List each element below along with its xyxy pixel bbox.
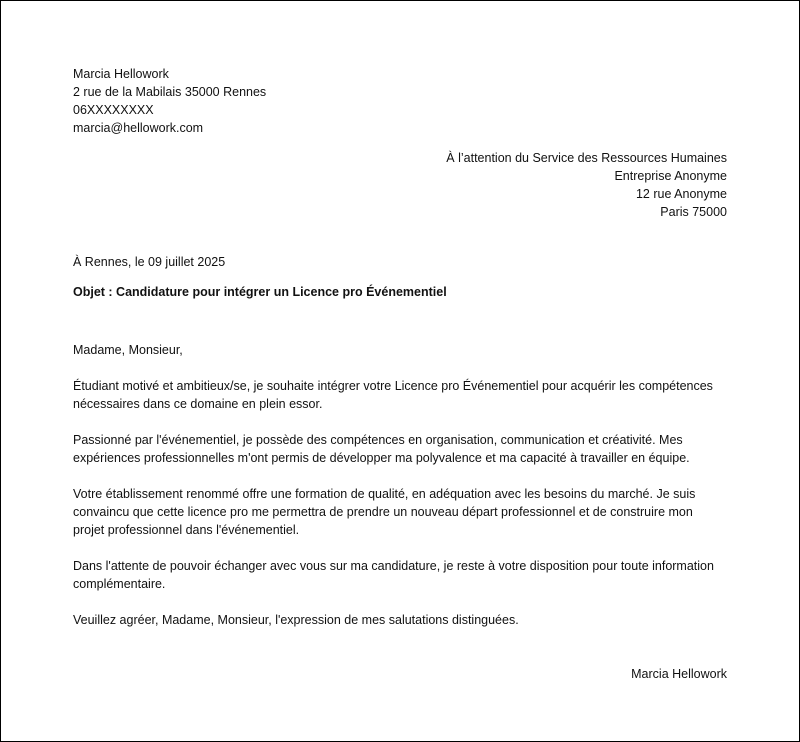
sender-block (73, 65, 727, 137)
body-paragraph-3: Votre établissement renommé offre une formation de qualité, en adéquation avec les besoins du marché. Je suis convaincu que cette licence pro me permettra de prendre un nouveau départ professionnel et de construire mon projet professionnel dans l'événementiel. (73, 487, 696, 537)
date-line: À Rennes, le 09 juillet 2025 (73, 255, 226, 269)
recipient-street: 12 rue Anonyme (635, 187, 727, 201)
body-paragraph-4: Dans l'attente de pouvoir échanger avec vous sur ma candidature, je reste à votre disposition pour toute information complémentaire. (73, 559, 714, 591)
salutation: Madame, Monsieur, (73, 343, 183, 357)
body-paragraph-1: Étudiant motivé et ambitieux/se, je souhaite intégrer votre Licence pro Événementiel pour acquérir les compétences nécessaires dans ce domaine en plein essor. (73, 379, 713, 411)
sender-address: 2 rue de la Mabilais 35000 Rennes (73, 85, 267, 99)
recipient-block (73, 149, 727, 221)
recipient-city: Paris 75000 (660, 205, 727, 219)
body-paragraph-2: Passionné par l'événementiel, je possède des compétences en organisation, communication et créativité. Mes expériences professionnelles m'ont permis de développer ma polyvalence et ma capacité à travailler en équipe. (73, 433, 690, 465)
signature: Marcia Hellowork (631, 667, 727, 681)
recipient-company: Entreprise Anonyme (614, 169, 727, 183)
recipient-attention: À l’attention du Service des Ressources Humaines (446, 151, 727, 165)
sender-email: marcia@hellowork.com (73, 121, 204, 135)
closing-paragraph: Veuillez agréer, Madame, Monsieur, l'expression de mes salutations distinguées. (73, 613, 519, 627)
subject-line: Objet : Candidature pour intégrer un Licence pro Événementiel (73, 285, 447, 299)
sender-phone: 06XXXXXXXX (73, 103, 154, 117)
sender-name: Marcia Hellowork (73, 67, 169, 81)
